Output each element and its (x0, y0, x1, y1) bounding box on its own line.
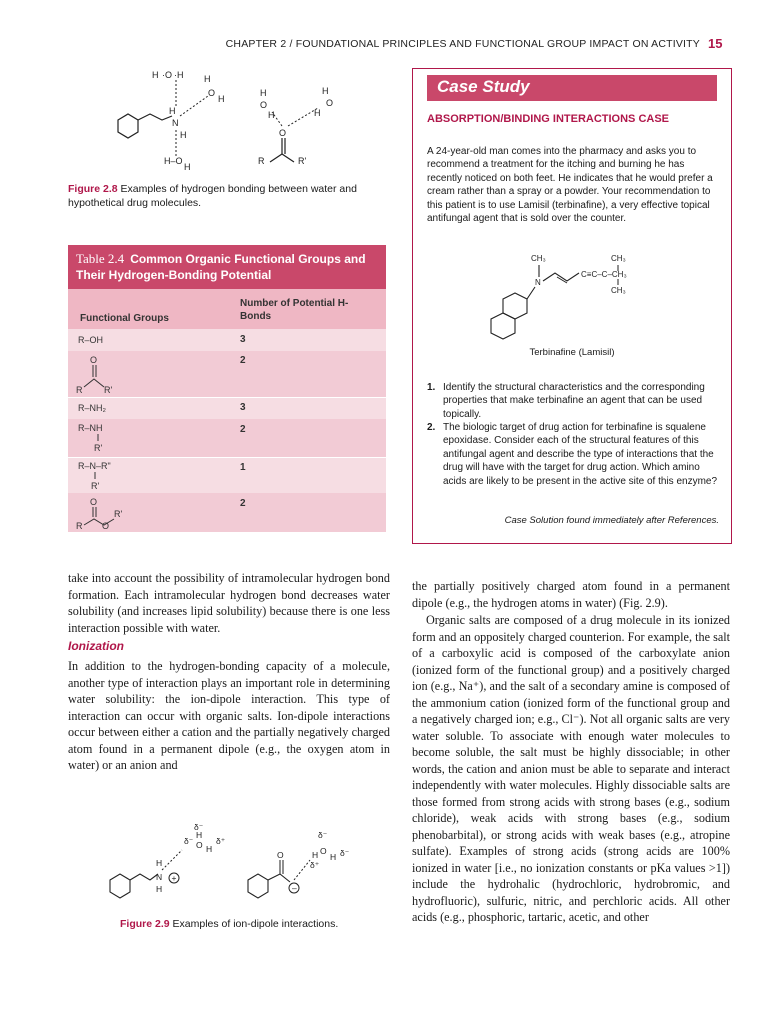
table-row (68, 397, 386, 420)
figure-2-9-caption (120, 918, 380, 930)
svg-text:N: N (172, 118, 179, 128)
figure-2-8-structure (100, 60, 370, 180)
svg-text:R: R (258, 156, 265, 166)
svg-text:H: H (312, 850, 319, 860)
svg-text:H: H (156, 858, 163, 868)
figure-2-8-label: Figure 2.8 (68, 183, 118, 195)
case-study-banner (427, 75, 717, 101)
table-header (68, 245, 386, 289)
svg-text:+: + (171, 873, 177, 883)
svg-text:R–NH₂: R–NH₂ (78, 403, 106, 413)
svg-text:R: R (76, 521, 83, 531)
table-row (68, 329, 386, 352)
svg-text:H: H (330, 852, 337, 862)
svg-text:·H: ·H (174, 70, 184, 80)
hbond-count: 2 (240, 498, 246, 509)
case-question (427, 381, 719, 421)
question-number: 1. (427, 382, 436, 393)
figure-2-9-label: Figure 2.9 (120, 918, 170, 930)
body-paragraph: Organic salts are composed of a drug molecule in its ionized form and an oppositely charged counterion. For example, the salt of a carboxylic acid is composed of the carboxylate anion (ionized form of the functional group) and a positively charged ion (e.g., Na⁺), and the salt of a secondary amine is composed of the ammonium cation (ionized form of the functional group and a negatively charged ion; e.g., Cl⁻). Not all organic salts are very water soluble. To associate with enough water molecules to become soluble, the salt must be highly dissociable; in other words, the cation and anion must be able to separate and interact independently with water molecules. Highly dissociable salts are those formed from strong acids with strong bases (e.g., sodium chloride), weak acids with strong bases (e.g., sodium phenobarbital), or strong acids with weak bases (e.g., atropine sulfate). Examples of strong acids (strong acids are 100% ionized in water [i.e., no ionization constants or pKa values >1]) include the hydrohalic (hydrochloric, hydrobromic, and hydrofluoric), sulfuric, nitric, and perchloric acids. All other acids (e.g., phosphoric, tartaric, acetic, and other (412, 613, 730, 924)
svg-text:δ⁻: δ⁻ (318, 830, 328, 840)
svg-text:O: O (277, 850, 284, 860)
svg-text:O: O (90, 497, 98, 507)
figure-2-9-caption-text: Examples of ion-dipole interactions. (169, 918, 339, 930)
svg-text:δ⁻: δ⁻ (194, 822, 204, 832)
svg-text:O: O (196, 840, 203, 850)
svg-text:O: O (320, 846, 327, 856)
hbond-count: 2 (240, 355, 246, 366)
svg-text:R': R' (91, 481, 100, 491)
table-column-header (68, 289, 386, 329)
table-number: Table 2.4 (76, 251, 125, 266)
svg-text:δ⁻: δ⁻ (184, 836, 194, 846)
question-number: 2. (427, 422, 436, 433)
svg-text:R: R (76, 385, 83, 395)
functional-group-alcohol (76, 333, 136, 347)
svg-text:H: H (196, 830, 203, 840)
svg-text:CH₃: CH₃ (531, 254, 546, 263)
svg-text:R–OH: R–OH (78, 335, 104, 345)
svg-text:R': R' (94, 443, 103, 453)
functional-group-tertiary-amine (76, 459, 136, 491)
svg-text:R': R' (104, 385, 113, 395)
case-solution-note: Case Solution found immediately after References. (504, 515, 719, 526)
svg-text:O: O (90, 355, 98, 365)
svg-text:H: H (169, 106, 176, 116)
terbinafine-caption: Terbinafine (Lamisil) (529, 347, 615, 358)
svg-text:O: O (326, 98, 334, 108)
case-study-intro: A 24-year-old man comes into the pharmacy and asks you to recommend a treatment for the itching and burning he has recently noticed on both feet. He indicates that he would prefer a cream rather than a spray or a powder. Your recommendation to this patient is to use Lamisil (terbinafine), a very effective topical antifungal agent that is sold over the counter. (427, 146, 713, 225)
table-title-text: Common Organic Functional Groups and Their Hydrogen-Bonding Potential (76, 252, 366, 282)
svg-text:H: H (204, 74, 211, 84)
svg-text:H: H (260, 88, 267, 98)
running-head: CHAPTER 2 / FOUNDATIONAL PRINCIPLES AND FUNCTIONAL GROUP IMPACT ON ACTIVITY (225, 38, 700, 50)
svg-text:H: H (184, 162, 191, 172)
table-row (68, 351, 386, 398)
functional-group-ketone (76, 353, 146, 395)
svg-text:·O: ·O (162, 70, 172, 80)
svg-text:δ⁺: δ⁺ (216, 836, 226, 846)
svg-text:O: O (102, 521, 110, 531)
figure-2-9-structure (98, 808, 388, 918)
figure-2-8-caption-text: Examples of hydrogen bonding between water and hypothetical drug molecules. (68, 183, 357, 209)
svg-text:H: H (156, 884, 163, 894)
svg-text:H: H (152, 70, 159, 80)
svg-text:H–O: H–O (164, 156, 183, 166)
body-paragraph: the partially positively charged atom found in a permanent dipole (e.g., the hydrogen atoms in water) (Fig. 2.9). (412, 579, 730, 610)
functional-group-ester (76, 495, 146, 531)
svg-text:O: O (260, 100, 268, 110)
svg-text:H: H (218, 94, 225, 104)
hbond-count: 1 (240, 462, 246, 473)
svg-text:CH₃: CH₃ (611, 254, 626, 263)
hbond-count: 3 (240, 334, 246, 345)
table-row (68, 457, 386, 494)
page-number: 15 (708, 36, 723, 51)
svg-text:H: H (314, 108, 321, 118)
svg-text:δ⁺: δ⁺ (310, 860, 320, 870)
body-paragraph: In addition to the hydrogen-bonding capacity of a molecule, another type of interaction plays an important role in determining water solubility: the ion-dipole interaction. This type of interaction can occur with organic salts. Ion-dipole interactions occur between either a cation and the partially negatively charged atom found in a permanent dipole (e.g., the oxygen atom in water) or an anion and (68, 659, 390, 772)
svg-text:H: H (206, 844, 213, 854)
case-question (427, 421, 719, 488)
question-text: Identify the structural characteristics and the corresponding properties that make terbinafine an agent that can be used topically. (443, 382, 705, 420)
svg-text:CH₃: CH₃ (611, 286, 626, 295)
svg-text:R–NH: R–NH (78, 423, 103, 433)
functional-group-primary-amine (76, 401, 136, 415)
svg-text:R–N–R": R–N–R" (78, 461, 111, 471)
case-study-banner-text: Case Study (437, 77, 530, 96)
svg-text:H: H (322, 86, 329, 96)
column-functional-groups: Functional Groups (80, 313, 169, 324)
svg-text:O: O (279, 128, 287, 138)
svg-text:R': R' (298, 156, 307, 166)
svg-text:N: N (535, 278, 541, 287)
table-2-4 (68, 245, 386, 532)
hbond-count: 3 (240, 402, 246, 413)
hbond-count: 2 (240, 424, 246, 435)
terbinafine-structure (483, 251, 683, 341)
case-study-box (412, 68, 732, 544)
svg-text:R': R' (114, 509, 123, 519)
question-text: The biologic target of drug action for terbinafine is squalene epoxidase. Consider each of the structural features of this antifungal agent and describe the type of interactions that the drug will have with the target for drug action. Which amino acids are likely to be present in the active site of this enzyme? (443, 422, 718, 487)
svg-text:O: O (208, 88, 216, 98)
table-title (76, 251, 381, 283)
svg-text:N: N (156, 872, 163, 882)
svg-text:δ⁻: δ⁻ (340, 848, 350, 858)
svg-text:–: – (292, 883, 297, 893)
column-hbond-count: Number of Potential H-Bonds (240, 298, 349, 322)
svg-text:C≡C–C–CH₃: C≡C–C–CH₃ (581, 270, 627, 279)
table-row (68, 493, 386, 532)
table-row (68, 419, 386, 458)
functional-group-secondary-amine (76, 421, 136, 455)
svg-text:H: H (180, 130, 187, 140)
svg-text:H: H (268, 110, 275, 120)
case-study-title: ABSORPTION/BINDING INTERACTIONS CASE (427, 113, 670, 125)
section-heading-ionization: Ionization (68, 639, 124, 653)
figure-2-8-caption (68, 182, 390, 210)
body-paragraph: take into account the possibility of intramolecular hydrogen bond formation. Each intramolecular hydrogen bond decreases water solubility (and increases lipid solubility) because there is one less interaction possible with water. (68, 571, 390, 635)
